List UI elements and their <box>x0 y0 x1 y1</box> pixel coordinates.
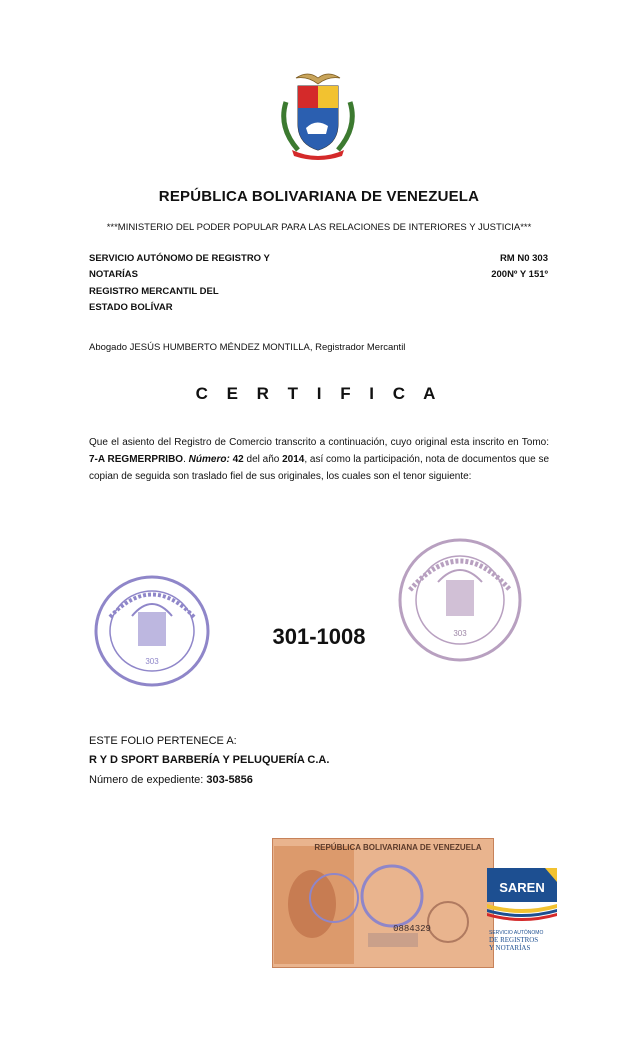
coat-of-arms-icon <box>268 72 368 162</box>
seal-number-left: 303 <box>145 657 159 666</box>
folio-number: 301-1008 <box>272 624 366 649</box>
expediente-value: 303-5856 <box>206 774 253 786</box>
body-text-2: . <box>183 454 189 465</box>
office-line-2: NOTARÍAS <box>89 269 138 280</box>
saren-logo <box>487 868 557 958</box>
numero-label: Número: <box>188 454 230 465</box>
numero-value: 42 <box>232 454 244 465</box>
office-line-4: ESTADO BOLÍVAR <box>89 302 173 313</box>
saren-text-2: DE REGISTROS <box>489 936 539 944</box>
certifica-heading: C E R T I F I C A <box>195 384 443 403</box>
ministry-line: ***MINISTERIO DEL PODER POPULAR PARA LAS RELACIONES DE INTERIORES Y JUSTICIA*** <box>106 222 532 233</box>
saren-text-1: SERVICIO AUTÓNOMO <box>489 930 544 936</box>
body-paragraph <box>89 434 549 485</box>
company-name: R Y D SPORT BARBERÍA Y PELUQUERÍA C.A. <box>89 754 330 766</box>
tax-stamp-serial: 0884329 <box>393 924 431 934</box>
tax-stamp <box>272 838 494 968</box>
expediente-line <box>89 774 253 786</box>
body-text-3: del año <box>243 454 283 465</box>
office-line-3: REGISTRO MERCANTIL DEL <box>89 286 219 297</box>
expediente-label: Número de expediente: <box>89 774 207 786</box>
saren-text-3: Y NOTARÍAS <box>489 944 531 952</box>
tax-stamp-header: REPÚBLICA BOLIVARIANA DE VENEZUELA <box>314 843 482 852</box>
tomo-value: 7-A REGMERPRIBO <box>89 454 184 465</box>
rm-number: RM N0 303 <box>499 253 548 264</box>
body-text-4: , así como la participación, nota de documentos que se copian de seguida son traslado fiel de sus originales, los cuales son el tenor siguiente: <box>89 454 550 482</box>
office-line-1: SERVICIO AUTÓNOMO DE REGISTRO Y <box>89 253 270 264</box>
page-title: REPÚBLICA BOLIVARIANA DE VENEZUELA <box>158 188 480 205</box>
years: 200Nº Y 151º <box>491 269 548 280</box>
seal-number-right: 303 <box>453 629 467 638</box>
year-value: 2014 <box>282 454 305 465</box>
folio-label: ESTE FOLIO PERTENECE A: <box>89 735 237 747</box>
registrar-line: Abogado JESÚS HUMBERTO MÉNDEZ MONTILLA, Registrador Mercantil <box>89 342 406 353</box>
saren-logo-text: SAREN <box>499 880 545 895</box>
body-text-1: Que el asiento del Registro de Comercio transcrito a continuación, cuyo original esta inscrito en Tomo: <box>89 437 549 448</box>
